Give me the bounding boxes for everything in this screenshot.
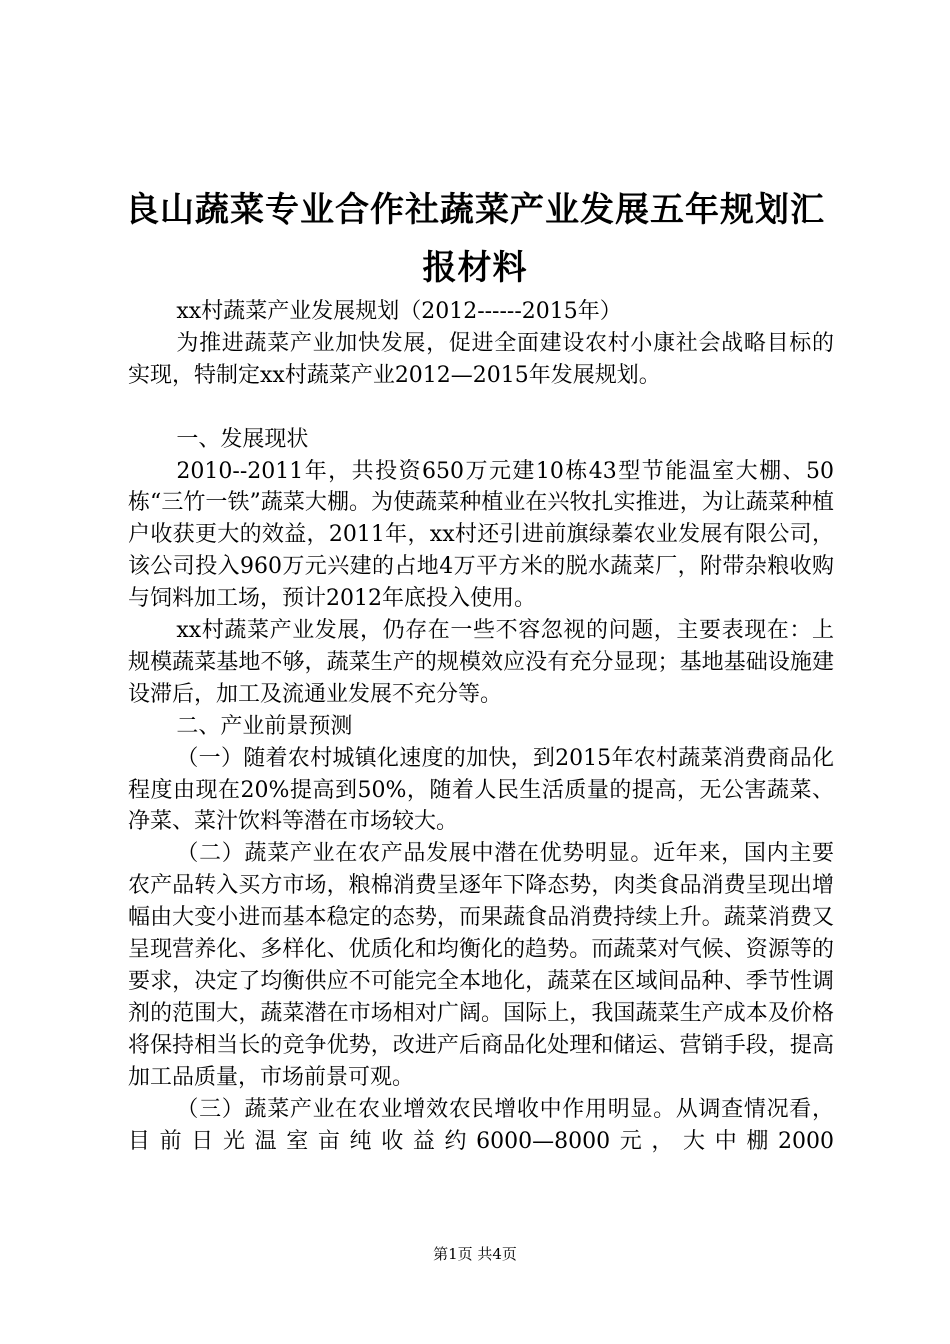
intro-paragraph: 为推进蔬菜产业加快发展，促进全面建设农村小康社会战略目标的实现，特制定xx村蔬菜产业2012—2015年发展规划。 (128, 330, 834, 388)
paragraph-investment: 2010--2011年，共投资650万元建10栋43型节能温室大棚、50栋“三竹一铁”蔬菜大棚。为使蔬菜种植业在兴牧扎实推进，为让蔬菜种植户收获更大的效益，2011年，xx村还引进前旗绿蓁农业发展有限公司，该公司投入960万元兴建的占地4万平方米的脱水蔬菜厂，附带杂粮收购与饲料加工场，预计2012年底投入使用。 (128, 458, 834, 612)
document-title-line-2: 报材料 (422, 248, 528, 288)
section-heading-prospects: 二、产业前景预测 (176, 713, 353, 739)
page-footer: 第1页 共4页 (433, 1245, 517, 1263)
paragraph-prospect-3: （三）蔬菜产业在农业增效农民增收中作用明显。从调查情况看，目前日光温室亩纯收益约6000—8000元，大中棚2000 (128, 1096, 834, 1154)
document-body (128, 296, 834, 1157)
section-heading-status: 一、发展现状 (176, 426, 309, 452)
paragraph-prospect-1: （一）随着农村城镇化速度的加快，到2015年农村蔬菜消费商品化程度由现在20%提高到50%，随着人民生活质量的提高，无公害蔬菜、净菜、菜汁饮料等潜在市场较大。 (128, 745, 834, 835)
paragraph-problems: xx村蔬菜产业发展，仍存在一些不容忽视的问题，主要表现在：上规模蔬菜基地不够，蔬菜生产的规模效应没有充分显现；基地基础设施建设滞后，加工及流通业发展不充分等。 (128, 618, 834, 707)
paragraph-prospect-2: （二）蔬菜产业在农产品发展中潜在优势明显。近年来，国内主要农产品转入买方市场，粮棉消费呈逐年下降态势，肉类食品消费呈现出增幅由大变小进而基本稳定的态势，而果蔬食品消费持续上升。蔬菜消费又呈现营养化、多样化、优质化和均衡化的趋势。而蔬菜对气候、资源等的要求，决定了均衡供应不可能完全本地化，蔬菜在区域间品种、季节性调剂的范围大，蔬菜潜在市场相对广阔。国际上，我国蔬菜生产成本及价格将保持相当长的竞争优势，改进产后商品化处理和储运、营销手段，提高加工品质量，市场前景可观。 (128, 841, 834, 1090)
blank-line (128, 392, 834, 424)
plan-subtitle: xx村蔬菜产业发展规划（2012------2015年） (176, 299, 622, 324)
document-title-line-1: 良山蔬菜专业合作社蔬菜产业发展五年规划汇 (125, 190, 825, 230)
